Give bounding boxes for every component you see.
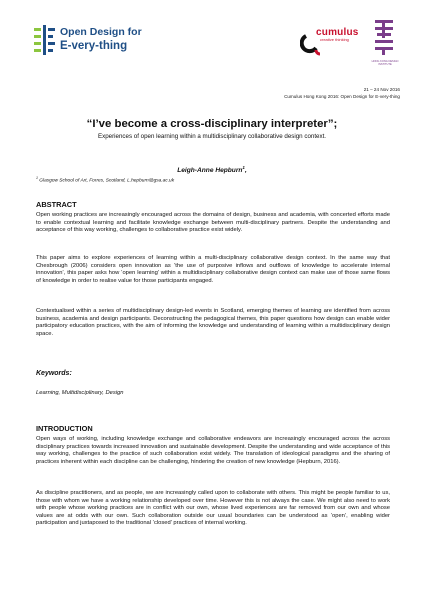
keywords-heading: Keywords: [36, 370, 72, 377]
hkdi-logo-text: HONG KONG DESIGN INSTITUTE [371, 60, 399, 67]
abstract-heading: ABSTRACT [36, 200, 77, 209]
keywords-list: Learning, Multidisciplinary, Design [36, 390, 124, 396]
abstract-paragraph-1: Open working practices are increasingly encouraged across the domains of design, business and academia, with concerted efforts made to enable contextual learning and facilitate knowledge exchange between multi-disciplinary partners. Despite the understanding and acceptance of this way working, challenges to collaborative practice exist widely. [36, 212, 390, 234]
author-name: Leigh-Anne Hepburn [177, 167, 243, 175]
abstract-paragraph-3: Contextualised within a series of multidisciplinary design-led events in Scotland, emerging themes of learning are identified from across business, academia and design participants. Deconstructing the pedagogical themes, this paper questions how design can enable wider participatory education practices, with the aim of informing the knowledge and understanding of learning within a multidisciplinary design space. [36, 308, 390, 337]
introduction-paragraph-2: As discipline practitioners, and as people, we are increasingly called upon to collaborate with others. This might be people familiar to us, those with whom we have a working relationship developed over time. However this is not always the case. We might also need to work with people whose working practices are in conflict with our own, whose lived experiences are far removed from our own and whose values are at odds with our own. Such collaboration outside our usual boundaries can be understood as ‘open’, enabling wider participation and juxtaposed to the traditional ‘closed’ practices of internal working. [36, 490, 390, 527]
author-line [0, 165, 424, 174]
cumulus-name: cumulus [316, 27, 359, 38]
hkdi-logo-icon [372, 18, 396, 76]
paper-title: “I’ve become a cross-disciplinary interpreter”; [86, 118, 338, 130]
author-superscript: 1 [242, 165, 245, 170]
brand-name-line2: E-very-thing [60, 40, 128, 52]
paper-subtitle: Experiences of open learning within a multidisciplinary collaborative design context. [97, 133, 327, 140]
author-suffix: , [244, 167, 247, 175]
abstract-paragraph-2: This paper aims to explore experiences of learning within a multi-disciplinary collaborative design context. In the same way that Chesbrough (2006) considers open innovation as ‘the use of purposive inflows and outflows of knowledge to accelerate internal innovation’, this paper asks how ‘open learning’ within a multidisciplinary collaborative design context can make use of those same flows of knowledge in order to realise value for those participants engaged. [36, 255, 390, 284]
affiliation-line [36, 176, 174, 184]
introduction-heading: INTRODUCTION [36, 424, 93, 433]
affiliation-superscript: 1 [36, 176, 38, 180]
affiliation-text: Glasgow School of Art, Forres, Scotland, L.hepburn@gsa.ac.uk [39, 178, 175, 184]
brand-name-line1: Open Design for [60, 26, 142, 38]
cumulus-tagline: creative thinking [320, 37, 349, 42]
introduction-paragraph-1: Open ways of working, including knowledge exchange and collaborative endeavors are increasingly encouraged across the across disciplinary practices towards increased innovation and sustainable development. Despite the understanding and wide acceptance of this way working, challenges to the practice of such collaboration exist widely. The translation of ideological paradigms and the sharing of practices inherent within each discipline can be challenging, hindering the creation of new knowledge (Hepburn, 2016). [36, 436, 390, 465]
conference-venue: Cumulus Hong Kong 2016: Open Design for E-very-thing [284, 94, 400, 99]
conference-dates: 21 – 24 Nov 2016 [363, 87, 400, 92]
